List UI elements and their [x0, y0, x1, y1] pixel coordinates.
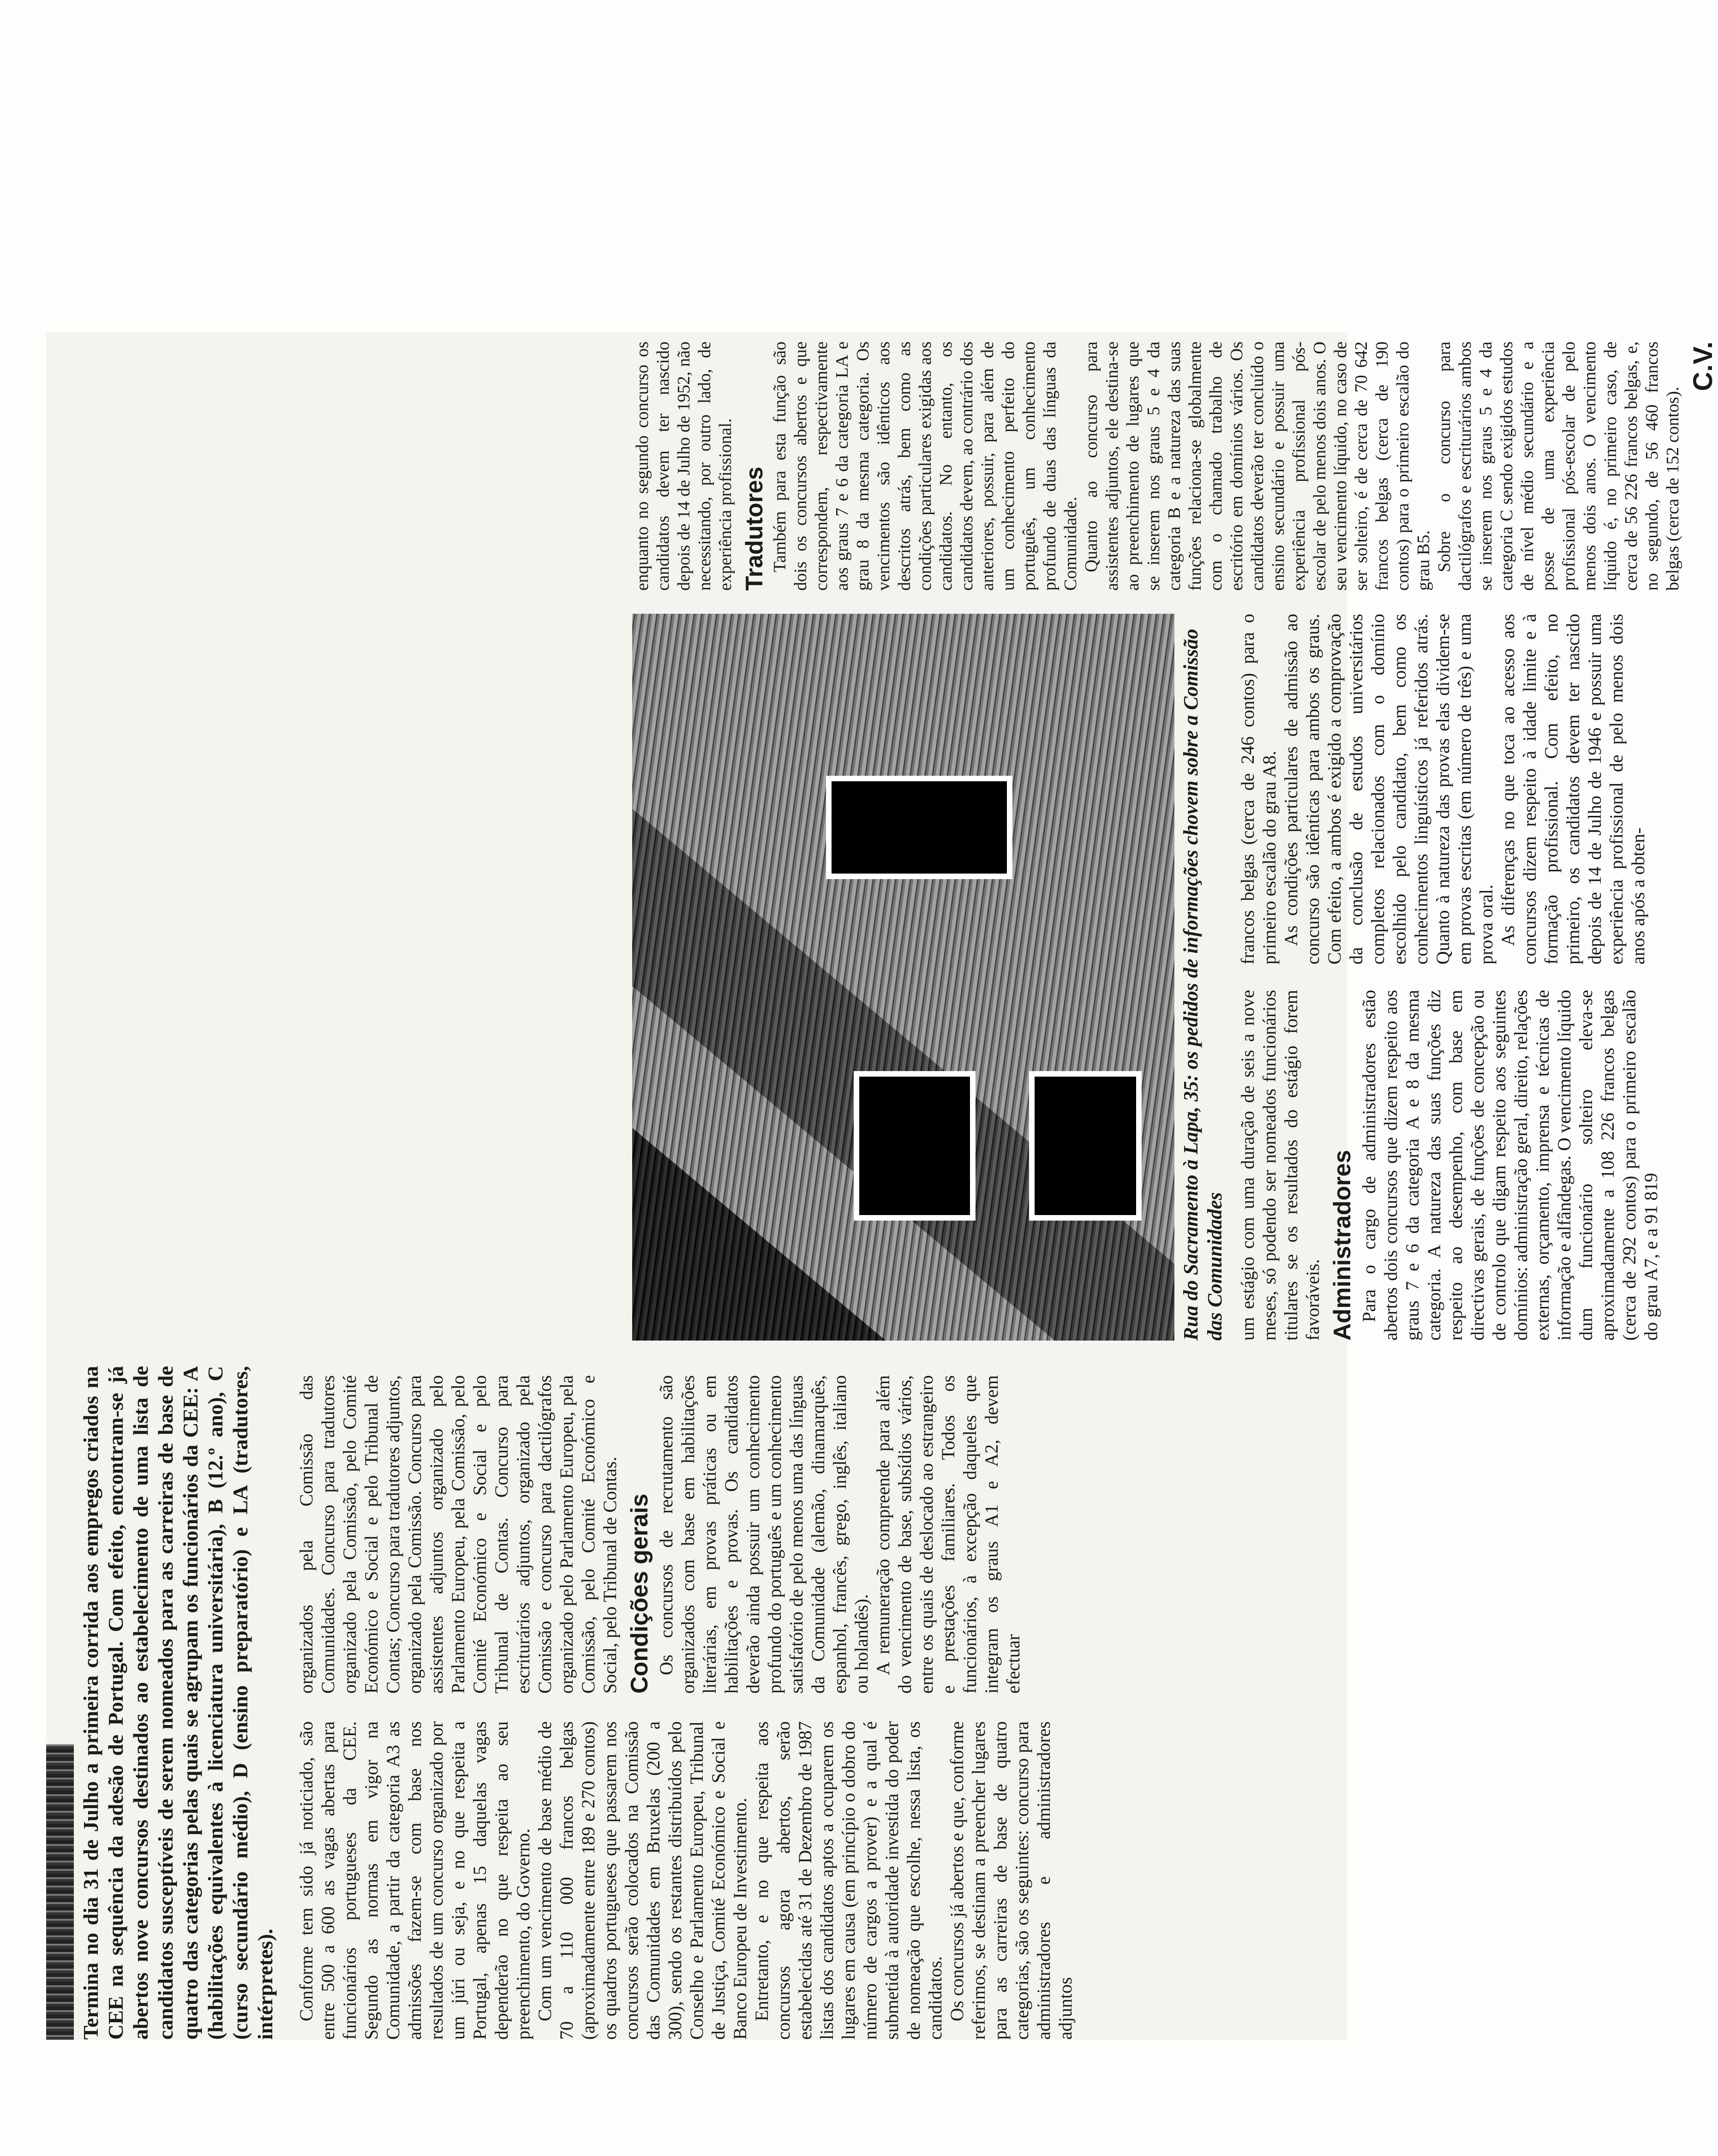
photo-caption: Rua do Sacramento à Lapa, 35: os pedidos de informações chovem sobre a Comissão das Comunidades [1179, 629, 1226, 1341]
article-column-5 [632, 341, 1718, 591]
paragraph: Conforme tem sido já noticiado, são entre 500 a 600 as vagas abertas para funcionários portugueses da CEE. Segundo as normas em vigor na Comunidade, a partir da categoria A3 as admissões fazem-se com base nos resultados de um concurso organizado por um júri ou seja, e no que respeita a Portugal, apenas 15 daquelas vagas dependerão no que respeita ao seu preenchimento, do Governo. [296, 1721, 533, 2040]
paragraph: Os concursos de recrutamento são organizados com base em habilitações literárias, em provas práticas ou em habilitações e provas. Os candidatos deverão ainda possuir um conhecimento profundo do português e um conhecimento satisfatório de pelo menos uma das línguas da Comunidade (alemão, dinamarquês, espanhol, francês, grego, inglês, italiano ou holandês). [656, 1375, 872, 1694]
author-initials: C.V. [1688, 341, 1718, 391]
paragraph: Quanto ao concurso para assistentes adjuntos, ele destina-se ao preenchimento de lugares que se inserem nos graus 5 e 4 da categoria B e a natureza das suas funções relaciona-se globalmente com o chamado trabalho de escritório em domínios vários. Os candidatos deverão ter concluído o ensino secundário e possuir uma experiência profissional pós-escolar de pelo menos dois anos. O seu vencimento líquido, no caso de ser solteiro, é de cerca de 70 642 francos belgas (cerca de 190 contos) para o primeiro escalão do grau B5. [1082, 341, 1433, 591]
header-bar [46, 1744, 74, 2040]
paragraph: Entretanto, e no que respeita aos concursos agora abertos, serão estabelecidas até 31 de Dezembro de 1987 listas dos candidatos aptos a ocuparem os lugares em causa (em princípio o dobro do número de cargos a prover) e a qual é submetida à autoridade investida do poder de nomeação que escolhe, nessa lista, os candidatos. [751, 1721, 946, 2040]
section-heading-condicoes: Condições gerais [626, 1493, 653, 1694]
paragraph: As diferenças no que toca ao acesso aos concursos dizem respeito à idade limite e à formação profissional. Com efeito, no primeiro, os candidatos devem ter nascido depois de 14 de Julho de 1946 e possuir uma experiência profissional de pelo menos dois anos após a obten- [1497, 614, 1648, 964]
paragraph: organizados pela Comissão das Comunidades. Concurso para tradutores organizado pela Comissão, pelo Comité Económico e Social e pelo Tribunal de Contas; Concurso para tradutores adjuntos, organizado pela Comissão. Concurso para assistentes adjuntos organizado pelo Parlamento Europeu, pela Comissão, pelo Comité Económico e Social e pelo Tribunal de Contas. Concurso para escriturários adjuntos, organizado pela Comissão e concurso para dactilógrafos organizado pelo Parlamento Europeu, pela Comissão, pelo Comité Económico e Social, pelo Tribunal de Contas. [296, 1375, 620, 1694]
building-photo [632, 614, 1174, 1341]
photo-window [854, 1071, 976, 1221]
lead-paragraph-block [78, 1366, 278, 2040]
paragraph: Com um vencimento de base médio de 70 a 110 000 francos belgas (aproximadamente entre 189 e 270 contos) os quadros portugueses que passarem nos concursos serão colocados na Comissão das Comunidades em Bruxelas (200 a 300), sendo os restantes distribuídos pelo Conselho e Parlamento Europeu, Tribunal de Justiça, Comité Económico e Social e Banco Europeu de Investimento. [534, 1721, 750, 2040]
paragraph: francos belgas (cerca de 246 contos) para o primeiro escalão do grau A8. [1237, 614, 1280, 964]
article-column-3 [1237, 990, 1662, 1341]
article-column-2 [295, 1375, 1024, 1694]
paragraph: As condições particulares de admissão ao concurso são idênticas para ambos os graus. Com efeito, a ambos é exigido a comprovação da conclusão de estudos universitários completos relacionados com o domínio escolhido pelo candidato, bem como os conhecimentos linguísticos já referidos atrás. Quanto à natureza das provas elas dividem-se em provas escritas (em número de três) e uma prova oral. [1281, 614, 1497, 964]
paragraph: A remuneração compreende para além do vencimento de base, subsídios vários, entre os quais de deslocado ao estrangeiro e prestações familiares. Todos os funcionários, à excepção daqueles que integram os graus A1 e A2, devem efectuar [873, 1375, 1024, 1694]
rotated-article [46, 332, 1718, 2040]
photo-window [826, 776, 1012, 879]
photo-window [1029, 1071, 1142, 1221]
paragraph: Para o cargo de administradores estão abertos dois concursos que dizem respeito aos graus 7 e 6 da categoria A e 8 da mesma categoria. A natureza das suas funções diz respeito ao desempenho, com base em directivas gerais, de funções de concepção ou de controlo que digam respeito aos seguintes domínios: administração geral, direito, relações externas, orçamento, imprensa e técnicas de informação e alfândegas. O vencimento líquido dum funcionário solteiro eleva-se aproximadamente a 108 226 francos belgas (cerca de 292 contos) para o primeiro escalão do grau A7, e a 91 819 [1359, 990, 1661, 1341]
article-column-4 [1237, 614, 1649, 964]
paragraph: um estágio com uma duração de seis a nove meses, só podendo ser nomeados funcionários titulares se os resultados do estágio forem favoráveis. [1237, 990, 1323, 1341]
paragraph: Sobre o concurso para dactilógrafos e escriturários ambos se inserem nos graus 5 e 4 da categoria C sendo exigidos estudos de nível médio secundário e a posse de uma experiência profissional pós-escolar de pelo menos dois anos. O vencimento líquido é, no primeiro caso, de cerca de 56 226 francos belgas, e, no segundo, de 56 460 francos belgas (cerca de 152 contos). [1435, 341, 1682, 591]
article-column-1-body [295, 1721, 1076, 2040]
lead-paragraph: Termina no dia 31 de Julho a primeira corrida aos empregos criados na CEE na sequência da adesão de Portugal. Com efeito, encontram-se já abertos nove concursos destinados ao estabelecimento de uma lista de candidatos susceptíveis de serem nomeados para as carreiras de base de quatro das categorias pelas quais se agrupam os funcionários da CEE: A (habilitações equivalentes à licenciatura universitária), B (12.º ano), C (curso secundário médio), D (ensino preparatório) e LA (tradutores, intérpretes). [79, 1366, 277, 2040]
section-heading-tradutores: Tradutores [741, 467, 768, 591]
section-heading-administradores: Administradores [1329, 1150, 1356, 1341]
paragraph: Também para esta função são dois os concursos abertos e que correspondem, respectivamente aos graus 7 e 6 da categoria LA e grau 8 da mesma categoria. Os vencimentos são idênticos aos descritos atrás, bem como as condições particulares exigidas aos candidatos. No entanto, os candidatos devem, ao contrário dos anteriores, possuir, para além de um conhecimento perfeito do português, um conhecimento profundo de duas das línguas da Comunidade. [770, 341, 1080, 591]
paragraph: enquanto no segundo concurso os candidatos devem ter nascido depois de 14 de Julho de 1952, não necessitando, por outro lado, de experiência profissional. [633, 341, 735, 591]
paragraph: Os concursos já abertos e que, conforme referimos, se destinam a preencher lugares para as carreiras de base de quatro categorias, são os seguintes: concurso para administradores e administradores adjuntos [946, 1721, 1076, 2040]
